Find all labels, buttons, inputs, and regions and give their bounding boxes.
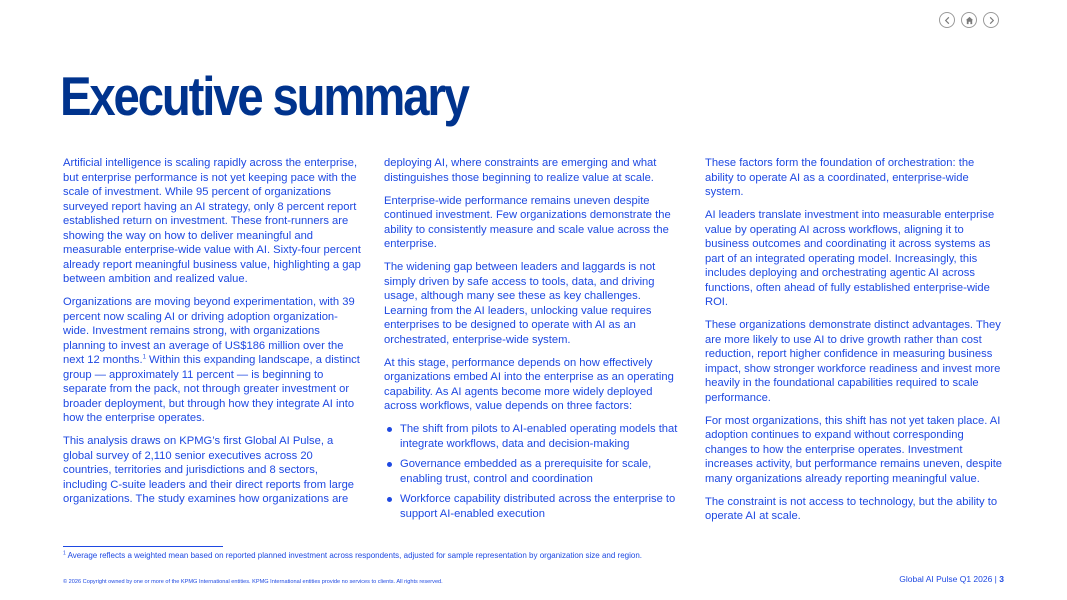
footnote-text: Average reflects a weighted mean based on reported planned investment across respondents, adjusted for sample representation by organization size and region. xyxy=(65,551,642,560)
paragraph: For most organizations, this shift has not yet taken place. AI adoption continues to expand without corresponding changes to how the enterprise operates. Investment increases activity, but performance remains uneven, despite many organizations already reporting meaningful value. xyxy=(705,414,1003,485)
paragraph-text: Organizations are moving beyond experimentation, with 39 percent now scaling AI or driving adoption organization-wide. Investment remains strong, with organizations planning to invest an average of US$186 million over the next 12 months. xyxy=(63,296,355,366)
column-1 xyxy=(63,156,363,515)
chevron-right-icon xyxy=(987,16,996,25)
page-number: 3 xyxy=(999,574,1004,584)
previous-page-button[interactable] xyxy=(939,12,955,28)
list-item: Governance embedded as a prerequisite for scale, enabling trust, control and coordination xyxy=(384,457,684,486)
paragraph: These organizations demonstrate distinct advantages. They are more likely to use AI to drive growth rather than cost reduction, report higher confidence in measuring business impact, show stronger workforce readiness and invest more heavily in the foundational capabilities required to scale performance. xyxy=(705,319,1001,404)
paragraph: Artificial intelligence is scaling rapidly across the enterprise, but enterprise performance is not yet keeping pace with the scale of investment. While 95 percent of organizations surveyed report having an AI strategy, only 8 percent report established return on investment. These front-runners are showing the way on how to deliver meaningful and measurable enterprise-wide value with AI. Sixty-four percent already report meaningful business value, highlighting a gap between ambition and realized value. xyxy=(63,157,361,285)
list-item: Workforce capability distributed across the enterprise to support AI-enabled execution xyxy=(384,492,684,521)
copyright-notice: © 2026 Copyright owned by one or more of the KPMG International entities. KPMG International entities provide no services to clients. All rights reserved. xyxy=(63,579,443,585)
page-title: Executive summary xyxy=(60,65,468,127)
publication-label: Global AI Pulse Q1 2026 | xyxy=(899,574,1000,584)
paragraph-text: Within this expanding landscape, a distinct group — approximately 11 percent — is beginning to separate from the pack, not through greater investment or broader deployment, but through how they integrate AI into how the enterprise operates. xyxy=(63,354,360,424)
factor-list xyxy=(384,422,684,521)
paragraph: At this stage, performance depends on how effectively organizations embed AI into the enterprise as an operating capability. As AI agents become more widely deployed across workflows, value depends on three factors: xyxy=(384,356,674,412)
slide-navigation xyxy=(939,12,999,28)
footnote-marker: 1 xyxy=(63,550,66,557)
paragraph: This analysis draws on KPMG’s first Global AI Pulse, a global survey of 2,110 senior executives across 20 countries, territories and jurisdictions and 8 sectors, including C-suite leaders and their direct reports from large organizations. The study examines how organizations are xyxy=(63,435,355,505)
column-2 xyxy=(384,156,684,527)
footnote-reference: 1 xyxy=(142,354,146,361)
paragraph: AI leaders translate investment into measurable enterprise value by operating AI across workflows, aligning it to business outcomes and coordinating it across systems as part of an integrated operating model. Increasingly, this includes deploying and orchestrating agentic AI across functions, often ahead of fully established enterprise-wide ROI. xyxy=(705,209,995,308)
next-page-button[interactable] xyxy=(983,12,999,28)
home-button[interactable] xyxy=(961,12,977,28)
paragraph: Enterprise-wide performance remains uneven despite continued investment. Few organizations demonstrate the ability to consistently measure and scale value across the enterprise. xyxy=(384,194,671,250)
paragraph: The constraint is not access to technology, but the ability to operate AI at scale. xyxy=(705,495,998,522)
footnote-divider xyxy=(63,546,223,547)
home-icon xyxy=(965,16,974,25)
paragraph: These factors form the foundation of orchestration: the ability to operate AI as a coordinated, enterprise-wide system. xyxy=(705,157,975,198)
paragraph xyxy=(63,295,363,426)
footnote xyxy=(63,551,642,560)
column-3 xyxy=(705,156,1005,532)
chevron-left-icon xyxy=(943,16,952,25)
page-footer xyxy=(899,574,1004,584)
list-item: The shift from pilots to AI-enabled operating models that integrate workflows, data and decision-making xyxy=(384,422,684,451)
paragraph: deploying AI, where constraints are emerging and what distinguishes those beginning to realize value at scale. xyxy=(384,157,657,184)
paragraph: The widening gap between leaders and laggards is not simply driven by safe access to tools, data, and driving usage, although many see these as key challenges. Learning from the AI leaders, unlocking value requires enterprises to be designed to operate with AI as an orchestrated, enterprise-wide system. xyxy=(384,261,656,346)
